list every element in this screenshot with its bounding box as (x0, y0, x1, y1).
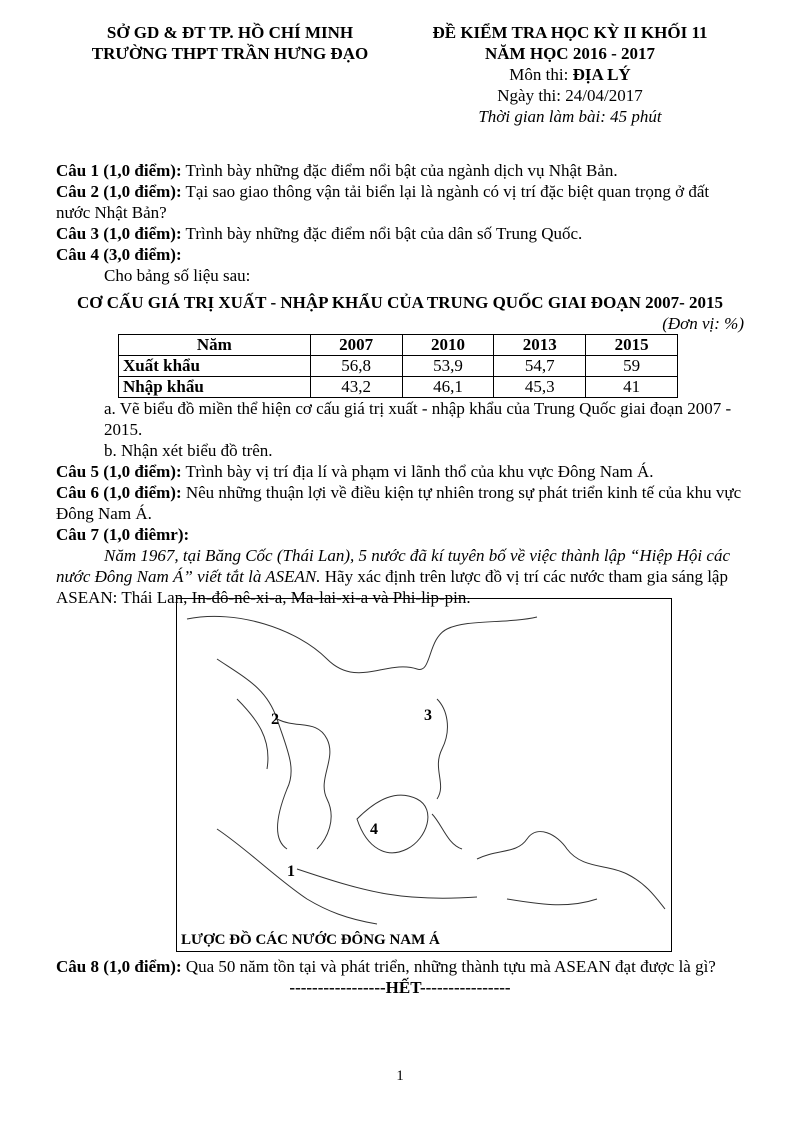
department-name: SỞ GD & ĐT TP. HỒ CHÍ MINH (106, 23, 354, 42)
map-outline (177, 599, 671, 951)
subject-value: ĐỊA LÝ (572, 65, 631, 84)
table-cell: 54,7 (494, 356, 586, 377)
table-header-cell: 2013 (494, 335, 586, 356)
table-cell: 46,1 (402, 377, 494, 398)
table-cell: 53,9 (402, 356, 494, 377)
question-4: Câu 4 (3,0 điểm): (56, 245, 182, 264)
question-4a: a. Vẽ biểu đồ miền thể hiện cơ cấu giá trị xuất - nhập khẩu của Trung Quốc giai đoạn 2007 - 2015. (104, 399, 732, 439)
table-header-row (119, 335, 678, 356)
question-6: Câu 6 (1,0 điểm): Nêu những thuận lợi về điều kiện tự nhiên trong sự phát triển kinh tế của khu vực Đông Nam Á. (56, 483, 742, 523)
question-2: Câu 2 (1,0 điểm): Tại sao giao thông vận tải biển lại là ngành có vị trí đặc biệt quan trọng ở đất nước Nhật Bản? (56, 182, 710, 222)
school-name: TRƯỜNG THPT TRẦN HƯNG ĐẠO (91, 44, 369, 63)
subject-line: Môn thi: ĐỊA LÝ (509, 65, 631, 84)
table-unit: (Đơn vị: %) (662, 314, 744, 333)
page-number: 1 (396, 1068, 404, 1084)
table-header-cell: 2015 (586, 335, 678, 356)
exam-body (56, 160, 744, 608)
table-row-label: Nhập khẩu (119, 377, 311, 398)
table-row (119, 377, 678, 398)
question-7: Câu 7 (1,0 điêmr): (56, 525, 190, 544)
map-label-4: 4 (370, 821, 378, 838)
table-row-label: Xuất khẩu (119, 356, 311, 377)
end-marker: -----------------HẾT---------------- (289, 978, 511, 997)
map-label-1: 1 (287, 863, 295, 880)
exam-footer-questions (56, 956, 744, 998)
exam-header (400, 22, 740, 127)
table-header-cell: 2007 (310, 335, 402, 356)
question-8: Câu 8 (1,0 điểm): Qua 50 năm tồn tại và phát triển, những thành tựu mà ASEAN đạt được là gì? (56, 957, 716, 976)
table-row (119, 356, 678, 377)
school-header (60, 22, 400, 64)
question-5: Câu 5 (1,0 điểm): Trình bày vị trí địa lí và phạm vi lãnh thổ của khu vực Đông Nam Á. (56, 462, 654, 481)
table-cell: 56,8 (310, 356, 402, 377)
school-year: NĂM HỌC 2016 - 2017 (485, 44, 655, 63)
table-cell: 43,2 (310, 377, 402, 398)
map-label-3: 3 (424, 707, 432, 724)
table-cell: 45,3 (494, 377, 586, 398)
exam-duration: Thời gian làm bài: 45 phút (478, 107, 662, 126)
map-label-2: 2 (271, 711, 279, 728)
table-header-cell: Năm (119, 335, 311, 356)
question-4b: b. Nhận xét biểu đồ trên. (104, 441, 273, 460)
question-1: Câu 1 (1,0 điểm): Trình bày những đặc điểm nổi bật của ngành dịch vụ Nhật Bản. (56, 161, 618, 180)
map-caption: LƯỢC ĐỒ CÁC NƯỚC ĐÔNG NAM Á (181, 932, 440, 948)
southeast-asia-map (176, 598, 672, 952)
table-cell: 59 (586, 356, 678, 377)
question-7-text: Năm 1967, tại Băng Cốc (Thái Lan), 5 nước đã kí tuyên bố về việc thành lập “Hiệp Hội các nước Đông Nam Á” viết tắt là ASEAN. Hãy xác định trên lược đồ vị trí các nước tham gia sáng lập ASEAN: Thái Lan, In-đô-nê-xi-a, Ma-lai-xi-a và Phi-lip-pin. (56, 546, 730, 607)
data-table (118, 334, 678, 398)
question-3: Câu 3 (1,0 điểm): Trình bày những đặc điểm nổi bật của dân số Trung Quốc. (56, 224, 583, 243)
table-title: CƠ CẤU GIÁ TRỊ XUẤT - NHẬP KHẨU CỦA TRUNG QUỐC GIAI ĐOẠN 2007- 2015 (76, 293, 724, 312)
question-4-intro: Cho bảng số liệu sau: (104, 266, 251, 285)
table-cell: 41 (586, 377, 678, 398)
exam-title: ĐỀ KIỂM TRA HỌC KỲ II KHỐI 11 (432, 23, 708, 42)
table-header-cell: 2010 (402, 335, 494, 356)
exam-date: Ngày thi: 24/04/2017 (497, 86, 643, 105)
